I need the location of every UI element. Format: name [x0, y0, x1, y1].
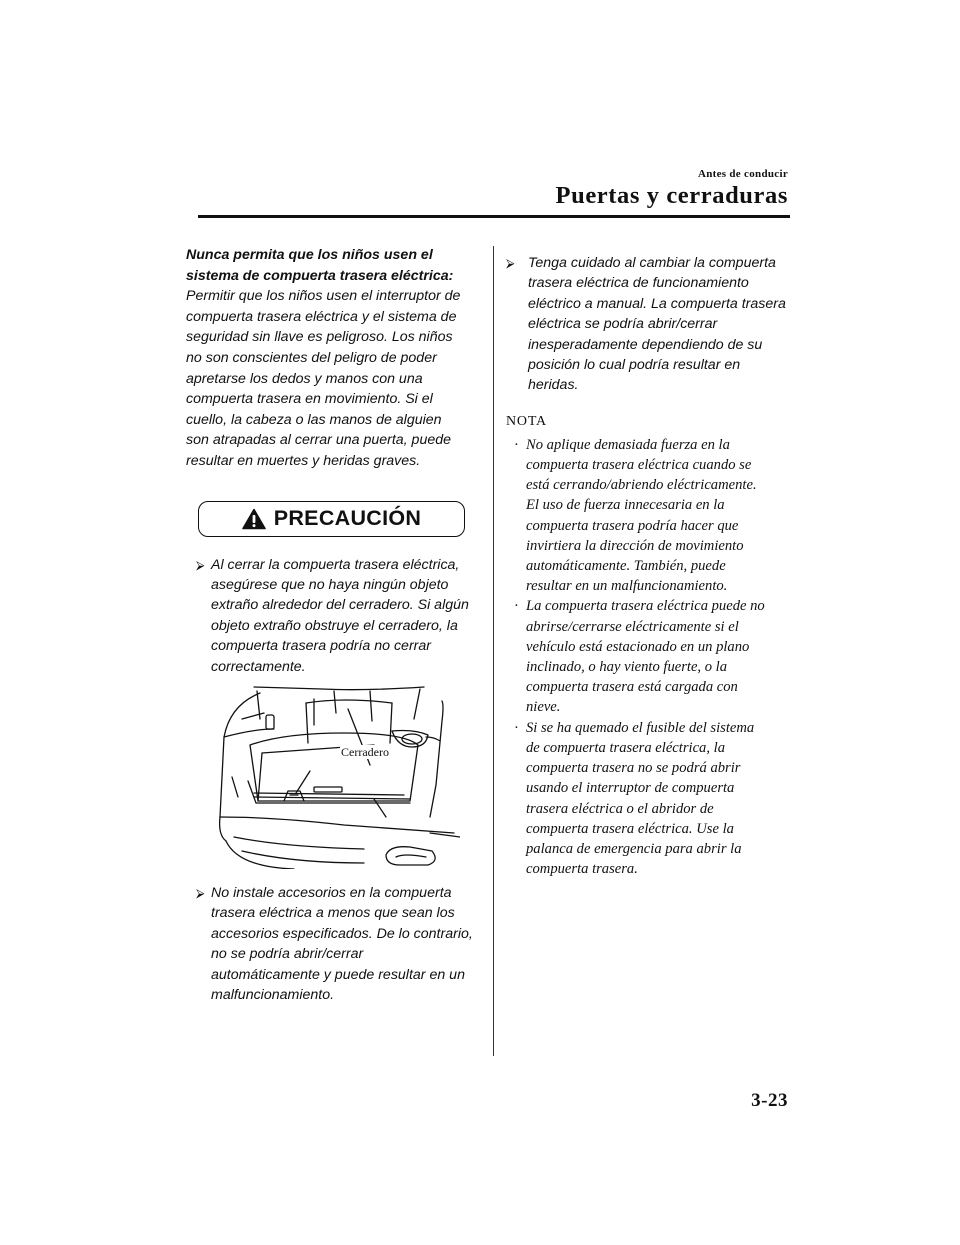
note-item: · Si se ha quemado el fusible del sistema de compuerta trasera eléctrica, la compuerta trasera no se podrá abrir usando el interruptor de compuerta trasera eléctrica o el abridor de compuerta trasera eléctrica. Use la palanca de emergencia para abrir la compuerta trasera. [514, 719, 755, 878]
right-column [506, 253, 796, 879]
warning-block [186, 245, 478, 472]
caution-bullet: ⮚ Al cerrar la compuerta trasera eléctrica, asegúrese que no haya ningún objeto extraño alrededor del cerradero. Si algún objeto extraño obstruye el cerradero, la compuerta trasera podría no cerrar correctamente. [196, 556, 469, 675]
note-item: · La compuerta trasera eléctrica puede no abrirse/cerrarse eléctricamente si el vehículo está estacionado en un plano inclinado, o hay viento fuerte, o la compuerta trasera está cargada con nieve. [514, 598, 765, 716]
caution-banner [198, 501, 465, 537]
note-heading: NOTA [506, 413, 547, 429]
header-rule [198, 215, 790, 218]
warning-line: cuello, la cabeza o las manos de alguien [186, 411, 442, 428]
bullet-dot-icon: · [514, 436, 519, 453]
latch-label: Cerradero [341, 744, 389, 759]
page-title: Puertas y cerraduras [555, 182, 788, 209]
bullet-dot-icon: · [514, 719, 519, 736]
warning-line: no son conscientes del peligro de poder [186, 349, 437, 366]
tailgate-latch-illustration [214, 685, 460, 869]
section-label: Antes de conducir [697, 168, 788, 180]
note-item: · No aplique demasiada fuerza en la compuerta trasera eléctrica cuando se está cerrando/abriendo eléctricamente. El uso de fuerza innecesaria en la compuerta trasera podría hacer que invirtiera la dirección de movimiento automáticamente. También, puede resultar en un malfuncionamiento. [514, 436, 757, 595]
warning-line: apretarse los dedos y manos con una [186, 370, 423, 387]
arrow-bullet-icon: ⮚ [196, 885, 205, 900]
warning-line: compuerta trasera eléctrica y el sistema de [186, 308, 457, 325]
bullet-dot-icon: · [514, 598, 519, 615]
warning-line: seguridad sin llave es peligroso. Los niños [186, 329, 453, 346]
arrow-bullet-icon: ⮚ [196, 557, 205, 572]
caution-bullet: ⮚ Tenga cuidado al cambiar la compuerta trasera eléctrica de funcionamiento eléctrico a manual. La compuerta trasera eléctrica se podría abrir/cerrar inesperadamente dependiendo de su posición lo cual podría resultar en heridas. [506, 255, 786, 394]
warning-line: son atrapadas al cerrar una puerta, puede [186, 432, 452, 449]
arrow-bullet-icon: ⮚ [506, 256, 515, 270]
warning-heading-line-2: sistema de compuerta trasera eléctrica: [186, 267, 454, 284]
caution-label: PRECAUCIÓN [273, 506, 422, 531]
warning-heading-line-1: Nunca permita que los niños usen el [186, 247, 433, 263]
warning-triangle-icon [242, 508, 266, 530]
column-divider [493, 246, 494, 1056]
warning-line: Permitir que los niños usen el interruptor de [186, 288, 461, 305]
warning-line: resultar en muertes y heridas graves. [186, 452, 421, 469]
page-number: 3-23 [751, 1090, 788, 1111]
caution-bullet: ⮚ No instale accesorios en la compuerta trasera eléctrica a menos que sean los accesorios especificados. De lo contrario, no se podría abrir/cerrar automáticamente y puede resultar en un malfuncionamiento. [196, 884, 473, 1003]
left-column [186, 245, 478, 1005]
warning-line: compuerta trasera en movimiento. Si el [186, 391, 433, 408]
note-list [506, 435, 796, 879]
